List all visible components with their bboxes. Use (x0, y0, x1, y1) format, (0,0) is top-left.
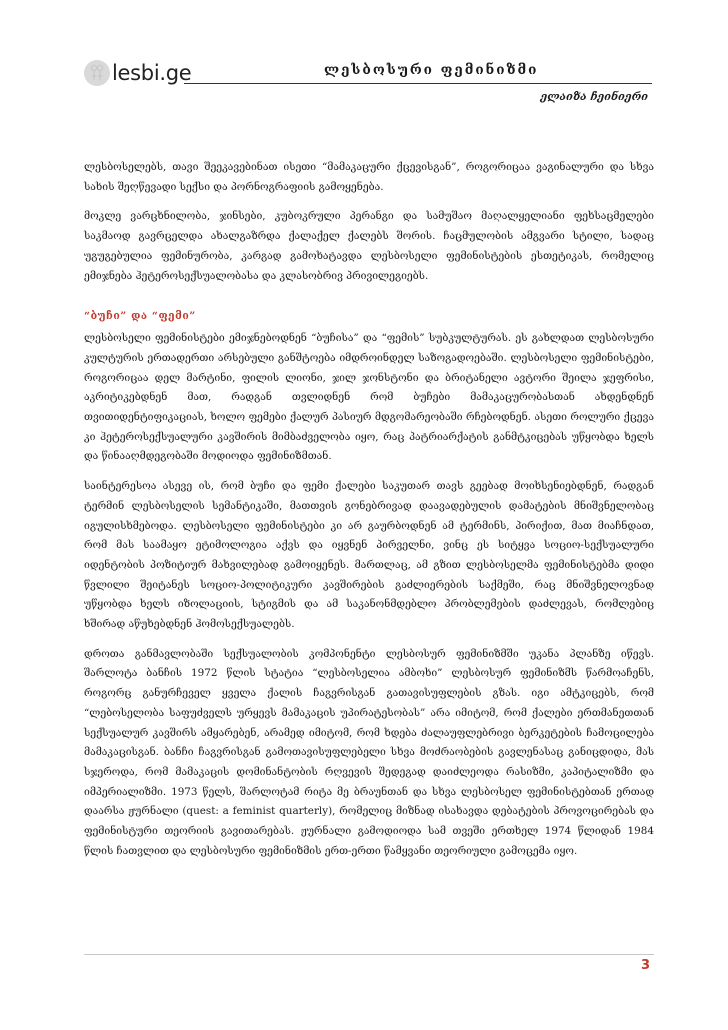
footer-rule (84, 954, 654, 955)
logo-text: lesbi.ge (112, 61, 192, 85)
document-title: ლესბოსური ფემინიზმი (324, 62, 539, 78)
author-name: ელაიზა ჩეინიერი (540, 90, 648, 103)
section-heading: “ბუჩი” და “ფემი” (84, 310, 196, 323)
paragraph: ლესბოსელი ფემინისტები ემიჯნებოდნენ “ბუჩისა” და “ფემის” სუბკულტურას. ეს გახლდათ ლესბოსური კულტურის ერთადერთი არსებული განშტოება იმდროინდელ საზოგადოებაში. ლესბოსელი ფემინისტები, როგორიცაა დელ მარტინი, ფილის ლიონი, ჯილ ჯონსტონი და ბრიტანელი ავტორი შეილა ჯეფრისი, აკრიტიკებდნენ მათ, რადგან თვლიდნენ რომ ბუჩები მამაკაცურობასთან ახდენდნენ თვითიდენტიფიკაციას, ხოლო ფემები ქალურ პასიურ მდგომარეობაში რჩებოდნენ. ასეთი როლური ქცევა კი ჰეტეროსექსუალური კავშირის მიმბაძველობა იყო, რაც პატრიარქატის განმტკიცებას უწყობდა ხელს და წინააღმდეგობაში მოდიოდა ფემინიზმთან. (84, 332, 654, 463)
header-rule (184, 83, 652, 84)
document-body (84, 158, 654, 872)
paragraph: დროთა განმავლობაში სექსუალობის კომპონენტი ლესბოსურ ფემინიზმში უკანა პლანზე იწევს. შარლოტა ბანჩის 1972 წლის სტატია “ლესბოსელია ამბოხი” ლესბოსურ ფემინიზმს წარმოაჩენს, როგორც განურჩეველ ყველა ქალის ჩაგვრისგან გათავისუფლების გზას. იგი ამტკიცებს, რომ “ლებოსელობა საფუძველს ურყევს მამაკაცის უპირატესობას” არა იმიტომ, რომ ქალები ერთმანეთთან სექსუალურ კავშირს ამყარებენ, არამედ იმიტომ, რომ ხდება ძალაუფლებრივი ბერკეტების ჩამოცილება მამაკაცისგან. ბანჩი ჩაგვრისგან გამოთავისუფლებელი სხვა მოძრაობების გავლენასაც განიცდიდა, მას სჯეროდა, რომ მამაკაცის დომინანტობის რღვევის შედეგად დაიძლეოდა რასიზმი, კაპიტალიზმი და იმპერიალიზმი. 1973 წელს, შარლოტამ რიტა მე ბრაუნთან და სხვა ლესბოსელ ფემინისტებთან ერთად დაარსა ჟურნალი (quest: a feminist quarterly), რომელიც მიზნად ისახავდა დებატების პროვოცირებას და ფემინისტური თეორიის გავითარებას. ჟურნალი გამოდიოდა სამ თვეში ერთხელ 1974 წლიდან 1984 წლის ჩათვლით და ლესბოსური ფემინიზმის ერთ-ერთი წამყვანი თეორიული გამოცემა იყო. (84, 647, 654, 857)
paragraph: მოკლე ვარცხნილობა, ჯინსები, კუბოკრული პერანგი და სამუშაო მაღალყელიანი ფეხსაცმელები საკმაოდ გავრცელდა ახალგაზრდა ქალაქელ ქალებს შორის. ჩაცმულობის ამგვარი სტილი, სადაც უგუგებულია ფემინურობა, კარგად გამოხატავდა ლესბოსელი ფემინისტების ესთეტიკას, რომელიც ემიჯნება ჰეტეროსექსუალობასა და კლასობრივ პრივილეგიებს. (84, 210, 654, 282)
paragraph: საინტერესოა ასევე ის, რომ ბუჩი და ფემი ქალები საკუთარ თავს გეებად მოიხსენიებდნენ, რადგან ტერმინ ლესბოსელის სემანტიკაში, მათთვის გონებრივად დაავადებულის დამატების მნიშვნელობაც იგულისხმებოდა. ლესბოსელი ფემინისტები კი არ გაურბოდნენ ამ ტერმინს, პირიქით, მათ მიაჩნდათ, რომ მას საამაყო ეტიმოლოგია აქვს და იყვნენ პირველნი, ვინც ეს სიტყვა სოციო-სექსუალური იდენტობის პოზიტიურ მახვილებად გამოიყენეს. მართლაც, ამ გზით ლესბოსელმა ფემინისტებმა დიდი წვლილი შეიტანეს სოციო-პოლიტიკური კავშირების გაძლიერების საქმეში, რაც მნიშვნელოვნად უწყობდა ხელს იზოლაციის, სტიგმის და ამ საკანონმდებლო პრობლემების დაძლევას, რომლებიც ხშირად აწუხებდნენ ჰომოსექსუალებს. (84, 480, 654, 631)
paragraph: ლესბოსელებს, თავი შეეკავებინათ ისეთი “მამაკაცური ქცევისგან”, როგორიცაა ვაგინალური და სხვა სახის შეღწევადი სექსი და პორნოგრაფიის გამოყენება. (84, 161, 654, 193)
page-header (84, 56, 652, 116)
two-women-symbol-icon (84, 60, 110, 86)
site-logo[interactable] (84, 58, 191, 88)
page-number: 3 (640, 958, 650, 973)
